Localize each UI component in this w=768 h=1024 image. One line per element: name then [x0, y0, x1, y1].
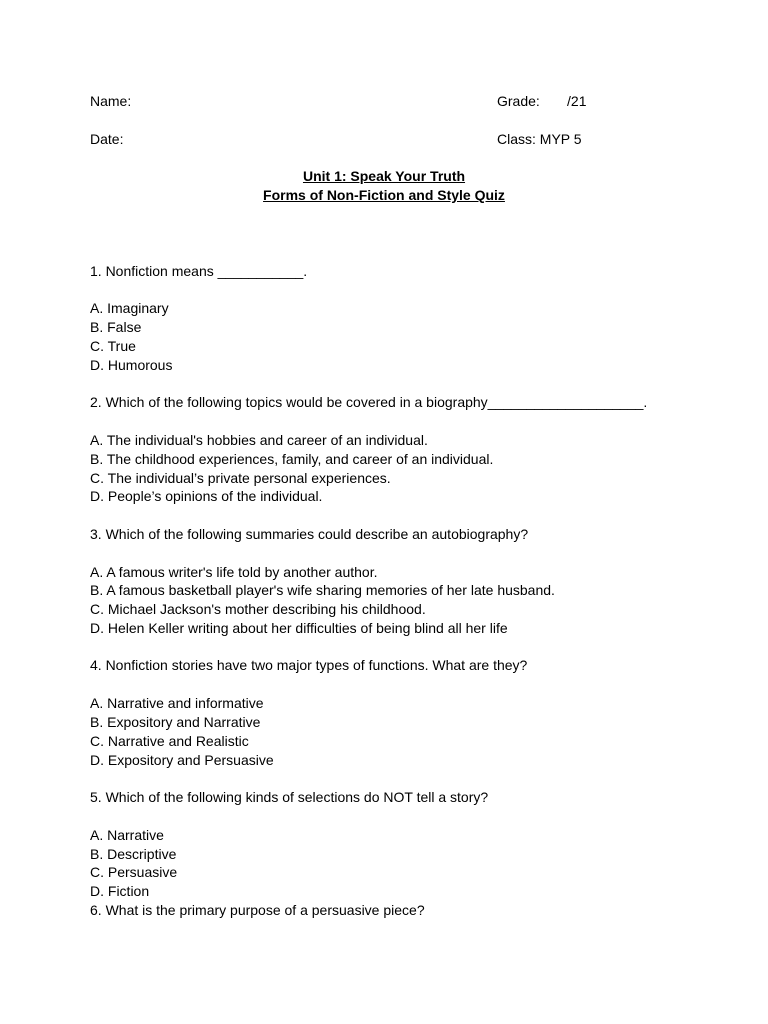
answer-option: D. Helen Keller writing about her difficulties of being blind all her life [90, 620, 508, 636]
answer-option: C. Persuasive [90, 864, 178, 880]
answer-option: B. False [90, 319, 142, 335]
answer-option: A. A famous writer's life told by another author. [90, 564, 378, 580]
question-prompt: 4. Nonfiction stories have two major types of functions. What are they? [90, 657, 528, 673]
answer-option: A. Imaginary [90, 300, 169, 316]
answer-option: B. Expository and Narrative [90, 714, 261, 730]
answer-option: A. Narrative [90, 827, 164, 843]
grade-label: Grade: /21 [497, 93, 587, 109]
class-label: Class: MYP 5 [497, 131, 582, 147]
page-subtitle: Forms of Non-Fiction and Style Quiz [263, 187, 505, 203]
question-prompt: 6. What is the primary purpose of a persuasive piece? [90, 902, 425, 918]
answer-option: C. Michael Jackson's mother describing his childhood. [90, 601, 426, 617]
answer-option: B. Descriptive [90, 846, 177, 862]
answer-option: B. The childhood experiences, family, and career of an individual. [90, 451, 494, 467]
answer-option: D. Fiction [90, 883, 150, 899]
answer-option: C. Narrative and Realistic [90, 733, 249, 749]
question-prompt: 1. Nonfiction means ___________. [90, 263, 308, 279]
name-label: Name: [90, 93, 132, 109]
answer-option: A. Narrative and informative [90, 695, 264, 711]
page-title: Unit 1: Speak Your Truth [302, 168, 466, 184]
question-prompt: 5. Which of the following kinds of selections do NOT tell a story? [90, 789, 489, 805]
answer-option: D. People’s opinions of the individual. [90, 488, 323, 504]
answer-option: A. The individual's hobbies and career of an individual. [90, 432, 428, 448]
question-prompt: 3. Which of the following summaries could describe an autobiography? [90, 526, 529, 542]
answer-option: D. Humorous [90, 357, 173, 373]
answer-option: D. Expository and Persuasive [90, 752, 274, 768]
answer-option: B. A famous basketball player's wife sharing memories of her late husband. [90, 582, 555, 598]
answer-option: C. The individual’s private personal experiences. [90, 470, 391, 486]
question-prompt: 2. Which of the following topics would be covered in a biography____________________. [90, 394, 648, 410]
date-label: Date: [90, 131, 124, 147]
answer-option: C. True [90, 338, 136, 354]
